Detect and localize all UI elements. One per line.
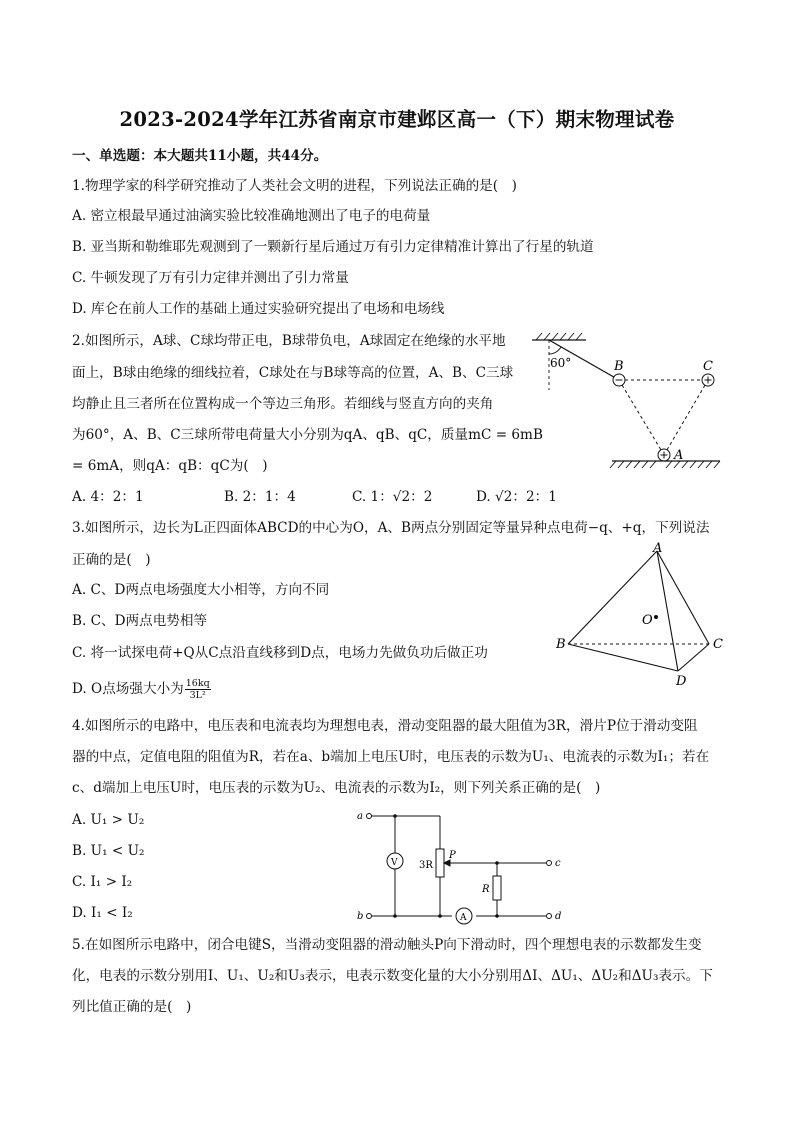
q5-line1: 5.在如图所示电路中，闭合电键S，当滑动变阻器的滑动触头P向下滑动时，四个理想电表的示数都发生变 xyxy=(72,937,702,953)
q1-stem: 1.物理学家的科学研究推动了人类社会文明的进程，下列说法正确的是( ) xyxy=(72,178,517,194)
q2-figure xyxy=(528,332,724,472)
q1-option-d: D. 库仑在前人工作的基础上通过实验研究提出了电场和电场线 xyxy=(72,301,445,317)
q2-label-b: B xyxy=(614,359,624,374)
q3-label-d: D xyxy=(676,674,687,688)
q3-line1: 3.如图所示，边长为L正四面体ABCD的中心为O，A、B两点分别固定等量异种点电荷−q、+q，下列说法 xyxy=(72,520,710,536)
q1-option-b: B. 亚当斯和勒维耶先观测到了一颗新行星后通过万有引力定律精准计算出了行星的轨道 xyxy=(72,239,594,255)
q4-rheostat-label: 3R xyxy=(419,860,433,871)
q2-line5: = 6mA，则qA：qB：qC为( ) xyxy=(72,458,268,474)
q3-label-c: C xyxy=(713,637,723,652)
q4-line3: c、d端加上电压U时，电压表的示数为U₂、电流表的示数为I₂，则下列关系正确的是( ) xyxy=(72,780,601,796)
q3-option-d xyxy=(72,678,211,701)
q3-figure xyxy=(548,540,734,688)
q3-fraction-denominator: 3L² xyxy=(189,690,206,701)
q4-circuit-figure xyxy=(352,806,568,926)
q2-label-c: C xyxy=(703,359,713,374)
q4-label-c: c xyxy=(555,858,561,869)
q3-line2: 正确的是( ) xyxy=(72,552,151,568)
q1-option-a: A. 密立根最早通过油滴实验比较准确地测出了电子的电荷量 xyxy=(72,208,431,224)
q4-voltmeter-label: V xyxy=(391,858,398,868)
q3-option-b: B. C、D两点电势相等 xyxy=(72,613,208,629)
q5-line2: 化，电表的示数分别用I、U₁、U₂和U₃表示，电表示数变化量的大小分别用ΔI、ΔU₁、ΔU₂和ΔU₃表示。下 xyxy=(72,968,713,984)
q3-option-d-text: D. O点场强大小为 xyxy=(72,681,184,697)
q4-option-a: A. U₁ > U₂ xyxy=(72,812,145,828)
q4-ammeter-label: A xyxy=(460,913,467,923)
q2-line4: 为60°，A、B、C三球所带电荷量大小分别为qA、qB、qC，质量mC = 6mB xyxy=(72,427,543,443)
q1-option-c: C. 牛顿发现了万有引力定律并测出了引力常量 xyxy=(72,270,349,286)
q4-line1: 4.如图所示的电路中，电压表和电流表均为理想电表，滑动变阻器的最大阻值为3R，滑片P位于滑动变阻 xyxy=(72,718,698,734)
q4-label-b: b xyxy=(357,911,364,922)
page-title: 2023-2024学年江苏省南京市建邺区高一（下）期末物理试卷 xyxy=(119,108,675,131)
q4-option-d: D. I₁ < I₂ xyxy=(72,905,133,921)
q2-option-b: B. 2：1：4 xyxy=(224,489,296,505)
q2-angle-label: 60° xyxy=(550,356,572,370)
q3-option-c: C. 将一试探电荷+Q从C点沿直线移到D点，电场力先做负功后做正功 xyxy=(72,645,488,661)
q2-option-a: A. 4：2：1 xyxy=(72,489,144,505)
q3-label-b: B xyxy=(556,637,566,652)
section-heading: 一、单选题：本大题共11小题，共44分。 xyxy=(72,148,328,164)
q5-line3: 列比值正确的是( ) xyxy=(72,999,192,1015)
q4-label-d: d xyxy=(555,911,562,922)
q2-line3: 均静止且三者所在位置构成一个等边三角形。若细线与竖直方向的夹角 xyxy=(72,396,494,412)
q2-label-a: A xyxy=(674,448,684,463)
q3-label-o: O xyxy=(642,613,653,628)
q4-option-c: C. I₁ > I₂ xyxy=(72,874,133,890)
q4-option-b: B. U₁ < U₂ xyxy=(72,843,145,859)
q3-option-a: A. C、D两点电场强度大小相等，方向不同 xyxy=(72,582,330,598)
q4-label-a: a xyxy=(357,811,363,822)
q3-label-a: A xyxy=(653,541,663,556)
q3-fraction xyxy=(185,678,211,701)
q4-line2: 器的中点，定值电阻的阻值为R，若在a、b端加上电压U时，电压表的示数为U₁、电流表的示数为I₁；若在 xyxy=(72,749,710,765)
q3-fraction-numerator: 16kq xyxy=(185,678,210,689)
q2-line2: 面上，B球由绝缘的细线拉着，C球处在与B球等高的位置，A、B、C三球 xyxy=(72,365,514,381)
q2-line1: 2.如图所示，A球、C球均带正电，B球带负电，A球固定在绝缘的水平地 xyxy=(72,333,506,349)
q2-option-d: D. √2：2：1 xyxy=(476,489,557,505)
q4-resistor-label: R xyxy=(482,884,490,895)
q2-option-c: C. 1：√2：2 xyxy=(352,489,433,505)
q4-slider-label: P xyxy=(449,850,456,861)
